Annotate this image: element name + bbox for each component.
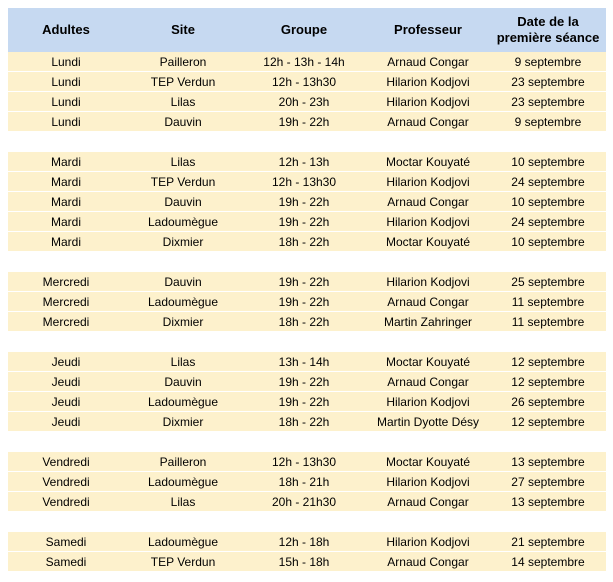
table-row	[8, 352, 606, 372]
day-cell: Samedi	[8, 552, 124, 572]
header-date: Date de la première séance	[490, 8, 606, 52]
day-cell: Jeudi	[8, 412, 124, 432]
teacher-cell: Arnaud Congar	[366, 492, 490, 512]
teacher-cell: Martin Zahringer	[366, 312, 490, 332]
spacer-cell	[8, 432, 606, 452]
day-cell: Mardi	[8, 232, 124, 252]
header-site: Site	[124, 8, 242, 52]
site-cell: Pailleron	[124, 52, 242, 72]
spacer-cell	[8, 512, 606, 532]
site-cell: Dauvin	[124, 372, 242, 392]
spacer-cell	[8, 332, 606, 352]
date-cell: 10 septembre	[490, 192, 606, 212]
table-row	[8, 552, 606, 572]
table-row	[8, 312, 606, 332]
site-cell: Dixmier	[124, 232, 242, 252]
group-cell: 19h - 22h	[242, 212, 366, 232]
site-cell: Ladoumègue	[124, 392, 242, 412]
teacher-cell: Martin Dyotte Désy	[366, 412, 490, 432]
date-cell: 24 septembre	[490, 212, 606, 232]
day-cell: Vendredi	[8, 492, 124, 512]
teacher-cell: Hilarion Kodjovi	[366, 172, 490, 192]
group-cell: 20h - 23h	[242, 92, 366, 112]
table-row	[8, 112, 606, 132]
day-cell: Mercredi	[8, 312, 124, 332]
date-cell: 23 septembre	[490, 92, 606, 112]
site-cell: TEP Verdun	[124, 552, 242, 572]
site-cell: Lilas	[124, 152, 242, 172]
date-cell: 13 septembre	[490, 492, 606, 512]
group-cell: 12h - 13h - 14h	[242, 52, 366, 72]
site-cell: Ladoumègue	[124, 472, 242, 492]
teacher-cell: Hilarion Kodjovi	[366, 472, 490, 492]
header-adultes: Adultes	[8, 8, 124, 52]
date-cell: 12 septembre	[490, 412, 606, 432]
group-cell: 15h - 18h	[242, 552, 366, 572]
teacher-cell: Hilarion Kodjovi	[366, 272, 490, 292]
day-cell: Lundi	[8, 52, 124, 72]
day-cell: Lundi	[8, 92, 124, 112]
spacer-cell	[8, 252, 606, 272]
day-cell: Lundi	[8, 72, 124, 92]
teacher-cell: Arnaud Congar	[366, 292, 490, 312]
group-cell: 18h - 22h	[242, 232, 366, 252]
site-cell: Lilas	[124, 92, 242, 112]
table-row	[8, 172, 606, 192]
teacher-cell: Arnaud Congar	[366, 112, 490, 132]
table-header	[8, 8, 606, 52]
teacher-cell: Hilarion Kodjovi	[366, 392, 490, 412]
site-cell: Ladoumègue	[124, 292, 242, 312]
teacher-cell: Hilarion Kodjovi	[366, 92, 490, 112]
site-cell: Dixmier	[124, 412, 242, 432]
table-row	[8, 152, 606, 172]
header-groupe: Groupe	[242, 8, 366, 52]
spacer-row	[8, 252, 606, 272]
date-cell: 9 septembre	[490, 52, 606, 72]
group-cell: 19h - 22h	[242, 112, 366, 132]
day-cell: Samedi	[8, 532, 124, 552]
teacher-cell: Hilarion Kodjovi	[366, 532, 490, 552]
teacher-cell: Moctar Kouyaté	[366, 232, 490, 252]
date-cell: 12 septembre	[490, 372, 606, 392]
date-cell: 10 septembre	[490, 152, 606, 172]
site-cell: Dauvin	[124, 112, 242, 132]
table-row	[8, 212, 606, 232]
day-cell: Jeudi	[8, 392, 124, 412]
header-row	[8, 8, 606, 52]
day-cell: Mercredi	[8, 292, 124, 312]
group-cell: 19h - 22h	[242, 392, 366, 412]
table-row	[8, 412, 606, 432]
schedule-table	[8, 8, 606, 572]
date-cell: 26 septembre	[490, 392, 606, 412]
table-row	[8, 192, 606, 212]
day-cell: Vendredi	[8, 472, 124, 492]
table-row	[8, 232, 606, 252]
teacher-cell: Hilarion Kodjovi	[366, 212, 490, 232]
site-cell: Ladoumègue	[124, 532, 242, 552]
site-cell: Dixmier	[124, 312, 242, 332]
site-cell: TEP Verdun	[124, 172, 242, 192]
site-cell: Dauvin	[124, 272, 242, 292]
day-cell: Vendredi	[8, 452, 124, 472]
date-cell: 23 septembre	[490, 72, 606, 92]
site-cell: Lilas	[124, 492, 242, 512]
day-cell: Mercredi	[8, 272, 124, 292]
day-cell: Mardi	[8, 192, 124, 212]
group-cell: 12h - 13h30	[242, 72, 366, 92]
date-cell: 13 septembre	[490, 452, 606, 472]
site-cell: Pailleron	[124, 452, 242, 472]
table-row	[8, 372, 606, 392]
day-cell: Jeudi	[8, 372, 124, 392]
date-cell: 14 septembre	[490, 552, 606, 572]
header-professeur: Professeur	[366, 8, 490, 52]
date-cell: 10 septembre	[490, 232, 606, 252]
table-row	[8, 52, 606, 72]
day-cell: Lundi	[8, 112, 124, 132]
date-cell: 12 septembre	[490, 352, 606, 372]
date-cell: 9 septembre	[490, 112, 606, 132]
table-row	[8, 292, 606, 312]
table-row	[8, 392, 606, 412]
table-row	[8, 492, 606, 512]
teacher-cell: Moctar Kouyaté	[366, 152, 490, 172]
date-cell: 24 septembre	[490, 172, 606, 192]
group-cell: 19h - 22h	[242, 372, 366, 392]
site-cell: Lilas	[124, 352, 242, 372]
teacher-cell: Arnaud Congar	[366, 552, 490, 572]
table-body	[8, 52, 606, 572]
day-cell: Mardi	[8, 212, 124, 232]
teacher-cell: Arnaud Congar	[366, 192, 490, 212]
table-row	[8, 452, 606, 472]
schedule-container	[8, 8, 606, 572]
day-cell: Mardi	[8, 172, 124, 192]
day-cell: Jeudi	[8, 352, 124, 372]
group-cell: 18h - 22h	[242, 312, 366, 332]
date-cell: 21 septembre	[490, 532, 606, 552]
group-cell: 18h - 22h	[242, 412, 366, 432]
table-row	[8, 92, 606, 112]
day-cell: Mardi	[8, 152, 124, 172]
table-row	[8, 272, 606, 292]
table-row	[8, 472, 606, 492]
site-cell: Dauvin	[124, 192, 242, 212]
group-cell: 19h - 22h	[242, 272, 366, 292]
teacher-cell: Arnaud Congar	[366, 52, 490, 72]
group-cell: 20h - 21h30	[242, 492, 366, 512]
group-cell: 19h - 22h	[242, 192, 366, 212]
group-cell: 12h - 13h	[242, 152, 366, 172]
date-cell: 11 septembre	[490, 312, 606, 332]
date-cell: 25 septembre	[490, 272, 606, 292]
spacer-cell	[8, 132, 606, 152]
group-cell: 19h - 22h	[242, 292, 366, 312]
teacher-cell: Arnaud Congar	[366, 372, 490, 392]
spacer-row	[8, 432, 606, 452]
group-cell: 12h - 18h	[242, 532, 366, 552]
table-row	[8, 532, 606, 552]
spacer-row	[8, 332, 606, 352]
spacer-row	[8, 512, 606, 532]
date-cell: 27 septembre	[490, 472, 606, 492]
group-cell: 13h - 14h	[242, 352, 366, 372]
group-cell: 12h - 13h30	[242, 452, 366, 472]
site-cell: TEP Verdun	[124, 72, 242, 92]
teacher-cell: Hilarion Kodjovi	[366, 72, 490, 92]
spacer-row	[8, 132, 606, 152]
date-cell: 11 septembre	[490, 292, 606, 312]
group-cell: 12h - 13h30	[242, 172, 366, 192]
table-row	[8, 72, 606, 92]
site-cell: Ladoumègue	[124, 212, 242, 232]
teacher-cell: Moctar Kouyaté	[366, 352, 490, 372]
teacher-cell: Moctar Kouyaté	[366, 452, 490, 472]
group-cell: 18h - 21h	[242, 472, 366, 492]
